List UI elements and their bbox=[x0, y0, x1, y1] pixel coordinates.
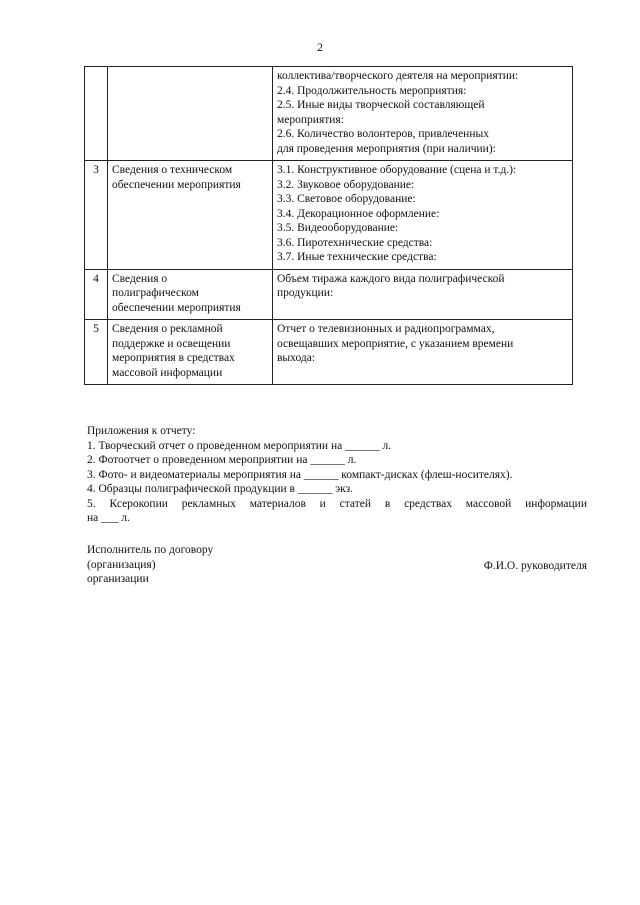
row-title bbox=[108, 320, 273, 385]
row-title bbox=[108, 161, 273, 270]
content-line: 3.3. Световое оборудование: bbox=[277, 193, 416, 205]
attachment-item: 4. Образцы полиграфической продукции в ______ экз. bbox=[87, 483, 354, 495]
table-row bbox=[85, 320, 573, 385]
table-row bbox=[85, 67, 573, 161]
signature-block bbox=[87, 543, 587, 587]
row-title bbox=[108, 269, 273, 320]
row-number bbox=[85, 67, 108, 161]
page-number: 2 bbox=[317, 40, 323, 54]
content-line: 3.7. Иные технические средства: bbox=[277, 251, 437, 263]
content-line: 2.5. Иные виды творческой составляющей bbox=[277, 99, 485, 111]
content-line: 3.1. Конструктивное оборудование (сцена и т.д.): bbox=[277, 164, 517, 176]
content-line: освещавших мероприятие, с указанием времени bbox=[277, 337, 514, 350]
content-line: 2.4. Продолжительность мероприятия: bbox=[277, 84, 467, 97]
head-name-label: Ф.И.О. руководителя bbox=[483, 560, 587, 572]
executor-line: Исполнитель по договору bbox=[87, 544, 214, 556]
executor-line: организации bbox=[87, 573, 149, 585]
content-line: для проведения мероприятия (при наличии): bbox=[277, 142, 496, 155]
attachment-item: 5. Ксерокопии рекламных материалов и статей в средствах массовой информации bbox=[87, 497, 587, 510]
row-title bbox=[108, 67, 273, 161]
title-line: мероприятия в средствах bbox=[112, 352, 235, 364]
attachments-section bbox=[87, 424, 587, 526]
content-line: коллектива/творческого деятеля на мероприятии: bbox=[277, 70, 519, 82]
table-row bbox=[85, 269, 573, 320]
title-line: обеспечении мероприятия bbox=[112, 178, 241, 191]
content-line: Объем тиража каждого вида полиграфической bbox=[277, 272, 505, 285]
content-line: выхода: bbox=[277, 352, 316, 364]
row-content bbox=[273, 161, 573, 270]
content-line: 3.5. Видеооборудование: bbox=[277, 222, 399, 234]
report-table bbox=[84, 66, 573, 385]
title-line: Сведения о рекламной bbox=[112, 323, 223, 335]
table-row bbox=[85, 161, 573, 270]
content-line: 2.6. Количество волонтеров, привлеченных bbox=[277, 128, 489, 140]
title-line: Сведения о техническом bbox=[112, 164, 233, 176]
row-number: 5 bbox=[85, 320, 108, 385]
attachment-item: 3. Фото- и видеоматериалы мероприятия на ______ компакт-дисках (флеш-носителях). bbox=[87, 468, 513, 481]
attachment-item: 1. Творческий отчет о проведенном мероприятии на ______ л. bbox=[87, 439, 392, 452]
row-content bbox=[273, 67, 573, 161]
attachment-item-continuation: на ___ л. bbox=[87, 512, 130, 524]
title-line: Сведения о bbox=[112, 272, 168, 285]
content-line: мероприятия: bbox=[277, 113, 344, 126]
title-line: полиграфическом bbox=[112, 287, 199, 299]
content-line: 3.4. Декорационное оформление: bbox=[277, 207, 440, 220]
row-number: 4 bbox=[85, 269, 108, 320]
executor-line: (организация) bbox=[87, 558, 156, 571]
content-line: 3.6. Пиротехнические средства: bbox=[277, 236, 433, 249]
title-line: массовой информации bbox=[112, 366, 223, 379]
title-line: обеспечении мероприятия bbox=[112, 301, 241, 314]
row-content bbox=[273, 269, 573, 320]
content-line: Отчет о телевизионных и радиопрограммах, bbox=[277, 323, 495, 335]
content-line: 3.2. Звуковое оборудование: bbox=[277, 178, 415, 191]
row-content bbox=[273, 320, 573, 385]
title-line: поддержке и освещении bbox=[112, 337, 231, 350]
attachments-heading: Приложения к отчету: bbox=[87, 425, 196, 437]
attachment-item: 2. Фотоотчет о проведенном мероприятии на ______ л. bbox=[87, 454, 357, 466]
row-number: 3 bbox=[85, 161, 108, 270]
content-line: продукции: bbox=[277, 287, 334, 299]
